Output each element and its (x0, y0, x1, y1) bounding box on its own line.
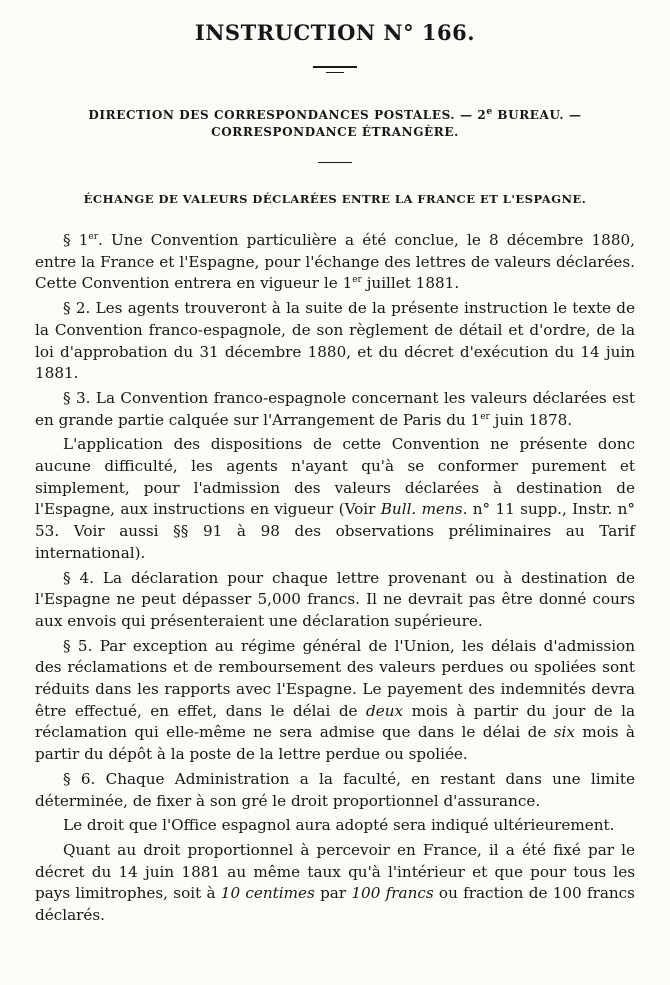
paragraph-4 (35, 434, 635, 564)
paragraph-text: juin 1878. (489, 410, 573, 429)
section-number-sup: er (88, 231, 99, 242)
paragraph-3 (35, 388, 635, 431)
paragraph-8: Le droit que l'Office espagnol aura adopté sera indiqué ultérieurement. (63, 816, 615, 835)
paragraph-2: § 2. Les agents trouveront à la suite de la présente instruction le texte de la Convention franco-espagnole, de son règlement de détail et d'ordre, de la loi d'approbation du 31 décembre 1880, et du décret d'exécution du 14 juin 1881. (35, 299, 635, 383)
department-ordinal: e (486, 107, 493, 117)
paragraph-text: L'application des dispositions de cette Convention ne présente donc aucune difficulté, les agents n'ayant qu'à se conformer purement et simplement, pour l'admission des valeurs déclarées à destination de l'Espagne, aux instructions en vigueur (Voir (35, 435, 635, 519)
italic-term: 10 centimes (220, 884, 315, 903)
subject-heading: ÉCHANGE DE VALEURS DÉCLARÉES ENTRE LA FRANCE ET L'ESPAGNE. (83, 192, 587, 206)
italic-reference: Bull. mens. (380, 500, 468, 519)
paragraph-5: § 4. La déclaration pour chaque lettre provenant ou à destination de l'Espagne ne peut dépasser 5,000 francs. Il ne devrait pas être donné cours aux envois qui présenteraient une déclaration supérieure. (35, 568, 635, 630)
ordinal-sup: er (352, 275, 362, 286)
paragraph-text: par (314, 884, 352, 903)
italic-term: deux (366, 701, 404, 720)
department-line-2: CORRESPONDANCE ÉTRANGÈRE. (211, 125, 459, 139)
paragraph-text: mois à partir du jour de la réclamation qui elle-même ne sera admise que dans le délai de (35, 701, 635, 742)
paragraph-9 (35, 840, 635, 927)
paragraph-text: Quant au droit proportionnel à percevoir en France, il a été fixé par le décret du 14 juin 1881 au même taux qu'à l'intérieur et que pour tous les pays limitrophes, soit à (35, 840, 635, 903)
italic-term: 100 francs (351, 884, 434, 903)
department-bureau: BUREAU. — (492, 108, 582, 122)
paragraph-text: n° 11 supp., Instr. n° 53. Voir aussi §§ 91 à 98 des observations préliminaires au Tarif international). (35, 500, 635, 562)
section-number: § 1 (63, 231, 89, 249)
section-divider (318, 162, 352, 163)
italic-term: six (553, 723, 575, 742)
paragraph-7: § 6. Chaque Administration a la faculté, en restant dans une limite déterminée, de fixer à son gré le droit proportionnel d'assurance. (35, 769, 635, 810)
title-divider-short (326, 72, 344, 73)
paragraph-text: ou fraction de 100 francs déclarés. (35, 884, 635, 925)
paragraph-text: § 3. La Convention franco-espagnole concernant les valeurs déclarées est en grande partie calquée sur l'Arrangement de Paris du 1 (35, 388, 635, 429)
department-name: DIRECTION DES CORRESPONDANCES POSTALES. — 2 (88, 108, 487, 122)
instruction-title: INSTRUCTION N° 166. (194, 20, 476, 45)
instruction-body (35, 230, 635, 930)
paragraph-text: mois à partir du dépôt à la poste de la lettre perdue ou spoliée. (35, 723, 635, 764)
paragraph-1 (35, 230, 635, 295)
ordinal-sup: er (480, 411, 490, 422)
paragraph-text: § 5. Par exception au régime général de l'Union, les délais d'admission des réclamations et de remboursement des valeurs perdues ou spoliées sont réduits dans les rapports avec l'Espagne. Le payement des indemnités devra être effectué, en effet, dans le délai de (35, 636, 635, 720)
title-divider (313, 66, 357, 68)
paragraph-text: . Une Convention particulière a été conclue, le 8 décembre 1880, entre la France et l'Espagne, pour l'échange des lettres de valeurs déclarées. Cette Convention entrera en vigueur le 1 (35, 231, 635, 293)
paragraph-6 (35, 636, 635, 766)
paragraph-text: juillet 1881. (361, 274, 460, 293)
